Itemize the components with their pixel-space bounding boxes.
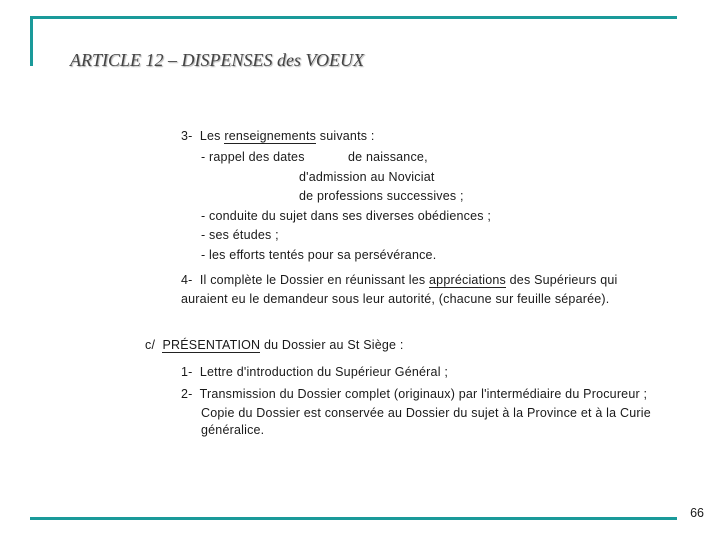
item-3-line (181, 129, 375, 144)
section-c-heading (145, 338, 404, 353)
slide-title: ARTICLE 12 – DISPENSES des VOEUX (70, 50, 364, 70)
item-c2-line-3: généralice. (201, 423, 265, 437)
section-c-underlined: PRÉSENTATION (162, 338, 261, 352)
item-3-underlined: renseignements (224, 129, 317, 143)
item-3-post: suivants : (316, 129, 375, 143)
frame-bottom-line (30, 517, 677, 520)
item-3-efforts: - les efforts tentés pour sa persévérance. (201, 248, 437, 262)
item-3-number: 3- (181, 129, 193, 143)
item-4-line (181, 273, 618, 288)
item-4-pre: Il complète le Dossier en réunissant les (199, 273, 426, 287)
item-3-conduct: - conduite du sujet dans ses diverses obédiences ; (201, 209, 492, 223)
item-c2-line (181, 387, 647, 402)
item-3-professions: de professions successives ; (299, 189, 464, 203)
section-c-number: c/ (145, 338, 156, 352)
section-c-post: du Dossier au St Siège : (260, 338, 404, 352)
item-3-studies: - ses études ; (201, 228, 279, 242)
item-4-line-2: auraient eu le demandeur sous leur autorité, (chacune sur feuille séparée). (181, 292, 610, 306)
item-3-dates-label: - rappel des dates (201, 150, 305, 164)
item-c2-number: 2- (181, 387, 193, 401)
frame-left-line (30, 16, 33, 66)
item-3-pre: Les (199, 129, 221, 143)
item-c2-line-1: Transmission du Dossier complet (originaux) par l'intermédiaire du Procureur ; (199, 387, 648, 401)
item-c2-line-2: Copie du Dossier est conservée au Dossier du sujet à la Province et à la Curie (201, 406, 651, 420)
item-3-novitiate: d'admission au Noviciat (299, 170, 435, 184)
item-4-post: des Supérieurs qui (505, 273, 618, 287)
item-c1-number: 1- (181, 365, 193, 379)
item-3-birth: de naissance, (348, 150, 428, 164)
item-4-number: 4- (181, 273, 193, 287)
item-c1-text: Lettre d'introduction du Supérieur Général ; (199, 365, 449, 379)
item-4-underlined: appréciations (429, 273, 506, 287)
page-number: 66 (690, 506, 704, 520)
frame-top-line (30, 16, 677, 19)
item-c1-line (181, 365, 448, 380)
